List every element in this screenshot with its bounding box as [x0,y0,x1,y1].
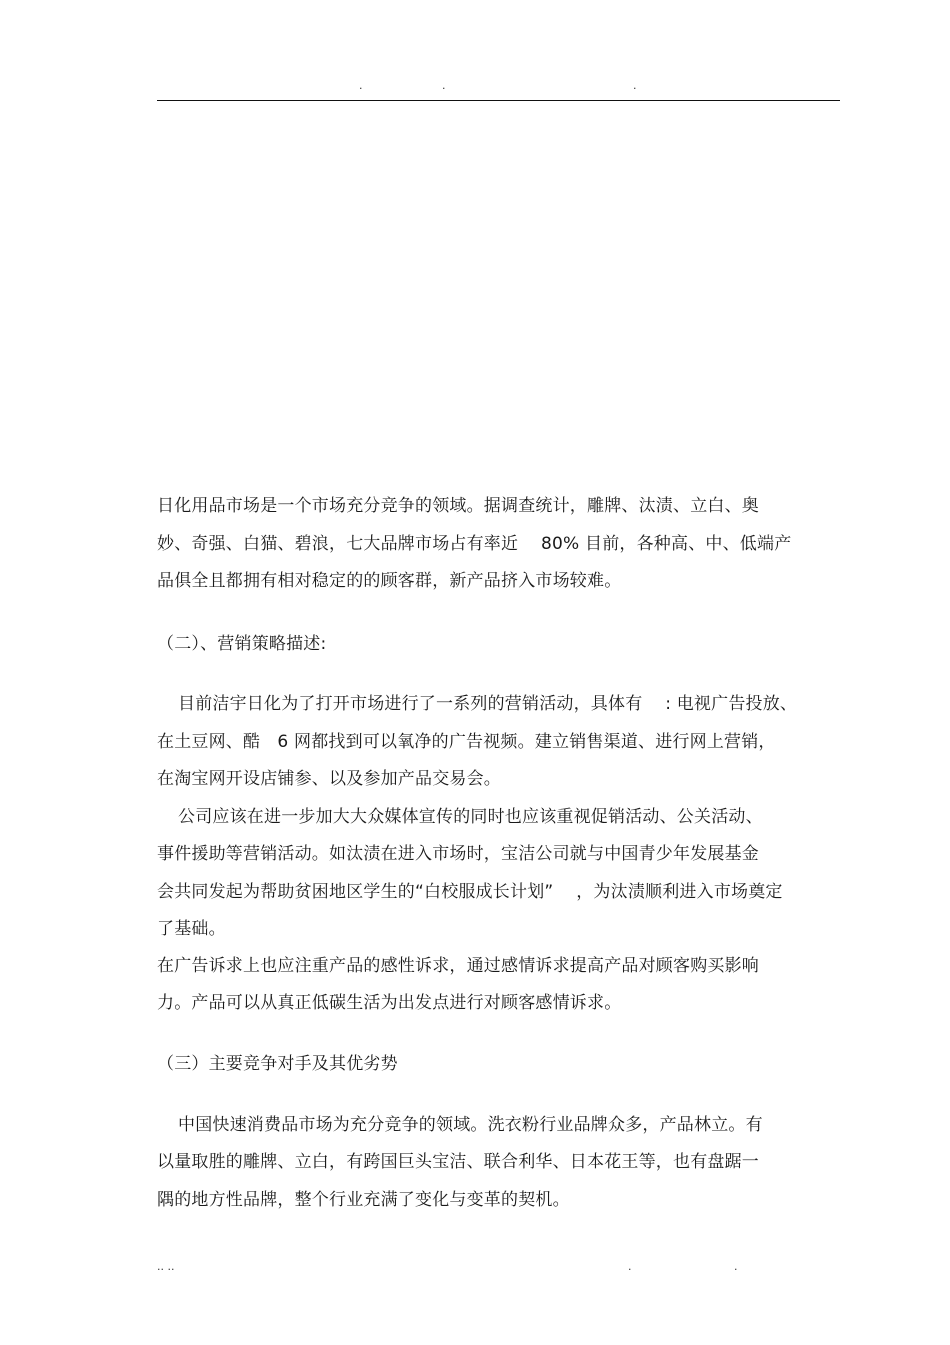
paragraph-line: 了基础。 [157,919,226,939]
header-dot-2: . [442,79,446,92]
footer-dot-1: . [628,1260,632,1273]
paragraph-line: 力。产品可以从真正低碳生活为出发点进行对顾客感情诉求。 [157,993,622,1013]
section-heading: （二）、营销策略描述: [157,634,327,654]
footer-dot-2: . [734,1260,738,1273]
footer-left-dots: .. .. [157,1260,175,1273]
paragraph-line: 事件援助等营销活动。如汰渍在进入市场时，宝洁公司就与中国青少年发展基金 [157,844,759,864]
paragraph-line: 在广告诉求上也应注重产品的感性诉求，通过感情诉求提高产品对顾客购买影响 [157,956,759,976]
header-dot-3: . [633,79,637,92]
section-heading: （三）主要竞争对手及其优劣势 [157,1054,398,1074]
paragraph-line: 公司应该在进一步加大大众媒体宣传的同时也应该重视促销活动、公关活动、 [178,807,763,827]
paragraph-line: 在淘宝网开设店铺参、以及参加产品交易会。 [157,769,501,789]
paragraph-line: 隅的地方性品牌，整个行业充满了变化与变革的契机。 [157,1190,570,1210]
paragraph-line: 中国快速消费品市场为充分竞争的领域。洗衣粉行业品牌众多，产品林立。有 [178,1115,763,1135]
paragraph-line: 品俱全且都拥有相对稳定的的顾客群，新产品挤入市场较难。 [157,571,622,591]
paragraph-line: 以量取胜的雕牌、立白，有跨国巨头宝洁、联合利华、日本花王等，也有盘踞一 [157,1152,759,1172]
header-rule [157,100,840,101]
paragraph-line: 会共同发起为帮助贫困地区学生的“白校服成长计划” ，为汰渍顺利进入市场奠定 [157,882,783,902]
paragraph-line: 目前洁宇日化为了打开市场进行了一系列的营销活动，具体有 : 电视广告投放、 [178,694,798,714]
paragraph-line: 日化用品市场是一个市场充分竞争的领域。据调查统计，雕牌、汰渍、立白、奥 [157,496,759,516]
paragraph-line: 在土豆网、酷 6 网都找到可以氧净的广告视频。建立销售渠道、进行网上营销， [157,732,776,752]
header-dot-1: . [359,79,363,92]
paragraph-line: 妙、奇强、白猫、碧浪，七大品牌市场占有率近 80% 目前，各种高、中、低端产 [157,534,792,554]
